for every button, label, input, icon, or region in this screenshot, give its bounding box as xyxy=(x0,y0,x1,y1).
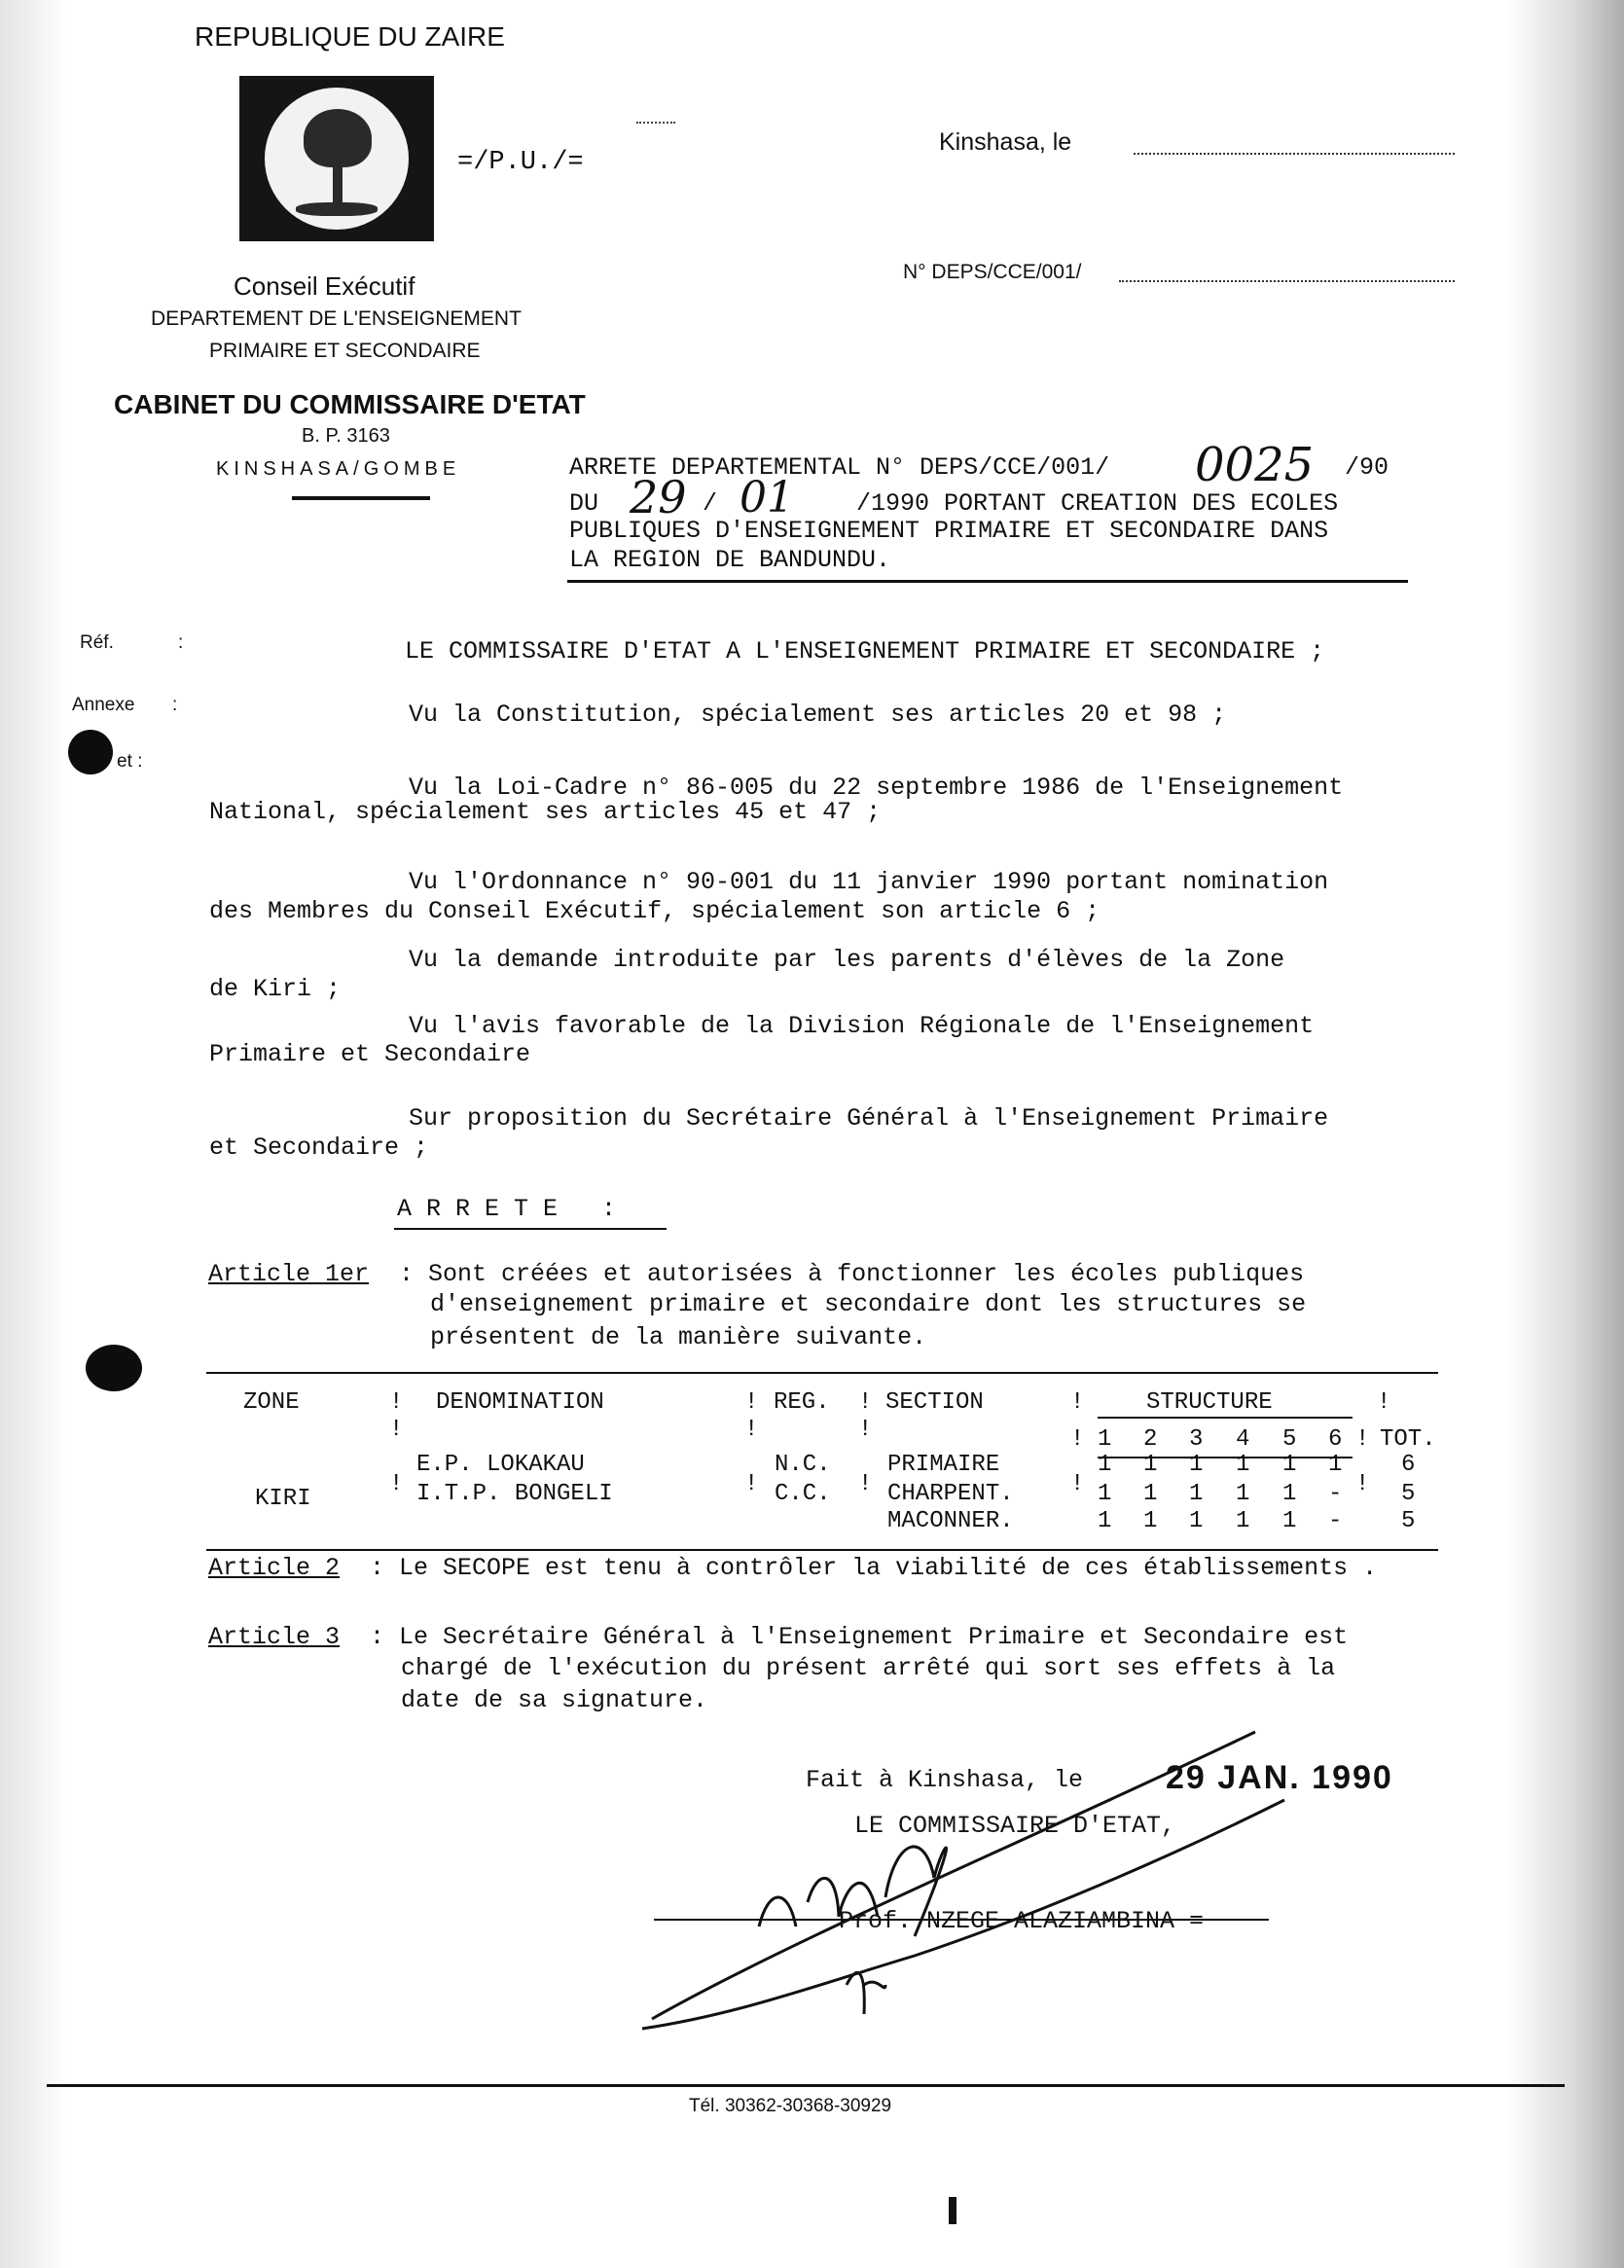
arrete-number-handwritten: 0025 xyxy=(1195,438,1315,492)
scan-shadow-right xyxy=(1507,0,1624,2268)
row2-tot: 5 xyxy=(1401,1481,1416,1507)
row3-structure-4: 1 xyxy=(1236,1508,1250,1534)
margin-ref-colon: : xyxy=(178,632,184,653)
th-tot: TOT. xyxy=(1380,1426,1436,1453)
article-1-line2: d'enseignement primaire et secondaire dont les structures se xyxy=(430,1290,1307,1318)
arrete-title-line1: ARRETE DEPARTEMENTAL N° DEPS/CCE/001/ xyxy=(569,453,1110,482)
footer-rule xyxy=(47,2084,1565,2087)
arrete-title-rule xyxy=(567,580,1408,583)
th-structure: STRUCTURE xyxy=(1146,1389,1273,1416)
scan-shadow-left xyxy=(0,0,68,2268)
row2-structure-2: 1 xyxy=(1143,1481,1158,1507)
row2-denomination: I.T.P. BONGELI xyxy=(416,1481,613,1507)
republic-heading: REPUBLIQUE DU ZAIRE xyxy=(195,21,505,52)
th-sep-5: ! xyxy=(1377,1389,1391,1416)
reference-number-label: N° DEPS/CCE/001/ xyxy=(903,261,1082,283)
arrete-heading: ARRETE : xyxy=(397,1195,632,1223)
row2-structure-4: 1 xyxy=(1236,1481,1250,1507)
th-sep-2b: ! xyxy=(744,1417,759,1443)
sur-proposition-line2: et Secondaire ; xyxy=(209,1134,429,1162)
scan-mark xyxy=(949,2197,956,2224)
row-sep-3: ! xyxy=(858,1471,873,1497)
institution-rule xyxy=(292,496,430,500)
th-sep-3b: ! xyxy=(858,1417,873,1443)
institution-po-box: B. P. 3163 xyxy=(302,425,390,447)
fait-a-kinshasa: Fait à Kinshasa, le xyxy=(806,1766,1084,1794)
arrete-du: DU xyxy=(569,489,599,518)
row-sep-1: ! xyxy=(389,1471,404,1497)
article-3-line1: : Le Secrétaire Général à l'Enseignement Primaire et Secondaire est xyxy=(370,1623,1349,1651)
vu-avis-line1: Vu l'avis favorable de la Division Régionale de l'Enseignement xyxy=(409,1012,1315,1040)
arrete-day-handwritten: 29 xyxy=(630,471,687,523)
row2-structure-3: 1 xyxy=(1189,1481,1204,1507)
vu-constitution: Vu la Constitution, spécialement ses articles 20 et 98 ; xyxy=(409,701,1227,729)
arrete-date-separator: / xyxy=(703,489,718,518)
article-1-line3: présentent de la manière suivante. xyxy=(430,1323,927,1351)
article-2-label: Article 2 xyxy=(208,1554,341,1582)
institution-department: DEPARTEMENT DE L'ENSEIGNEMENT xyxy=(151,307,522,330)
place-date-label: Kinshasa, le xyxy=(939,128,1072,156)
table-top-rule xyxy=(206,1372,1438,1374)
th-structure-col-4: 4 xyxy=(1236,1426,1250,1453)
row3-section: MACONNER. xyxy=(887,1508,1014,1534)
telephone-numbers: Tél. 30362-30368-30929 xyxy=(689,2096,892,2116)
th-sep-1b: ! xyxy=(389,1417,404,1443)
row1-reg: N.C. xyxy=(775,1452,831,1478)
th-sep-2: ! xyxy=(744,1389,759,1416)
row3-tot: 5 xyxy=(1401,1508,1416,1534)
number-dotted-line xyxy=(1119,280,1455,282)
row1-structure-2: 1 xyxy=(1143,1452,1158,1478)
margin-annexe-colon: : xyxy=(172,695,178,715)
date-stamp: 29 JAN. 1990 xyxy=(1166,1759,1393,1796)
vu-loi-cadre-line1: Vu la Loi-Cadre n° 86-005 du 22 septembre 1986 de l'Enseignement xyxy=(409,774,1344,802)
arrete-title-line4: LA REGION DE BANDUNDU. xyxy=(569,546,891,574)
vu-ordonnance-line2: des Membres du Conseil Exécutif, spécialement son article 6 ; xyxy=(209,897,1101,925)
vu-loi-cadre-line2: National, spécialement ses articles 45 et 47 ; xyxy=(209,798,882,826)
arrete-title-line3: PUBLIQUES D'ENSEIGNEMENT PRIMAIRE ET SECONDAIRE DANS xyxy=(569,517,1329,545)
vu-avis-line2: Primaire et Secondaire xyxy=(209,1040,531,1068)
row1-structure-3: 1 xyxy=(1189,1452,1204,1478)
arrete-year-suffix: /90 xyxy=(1345,453,1389,482)
th-denomination: DENOMINATION xyxy=(436,1389,604,1416)
article-3-label: Article 3 xyxy=(208,1623,341,1651)
row2-reg: C.C. xyxy=(775,1481,831,1507)
margin-objet-fragment: et : xyxy=(117,751,143,772)
th-structure-col-1: 1 xyxy=(1098,1426,1112,1453)
row1-structure-5: 1 xyxy=(1282,1452,1297,1478)
row2-structure-6: - xyxy=(1328,1481,1343,1507)
commissaire-title: LE COMMISSAIRE D'ETAT, xyxy=(854,1812,1176,1840)
th-sep-6: ! xyxy=(1070,1426,1085,1453)
header-bottom-rule xyxy=(1098,1457,1353,1458)
institution-city: KINSHASA/GOMBE xyxy=(216,458,461,480)
vu-demande-line2: de Kiri ; xyxy=(209,975,342,1003)
date-dotted-line xyxy=(1134,153,1455,155)
row3-structure-6: - xyxy=(1328,1508,1343,1534)
ink-blot xyxy=(68,730,113,774)
table-bottom-rule xyxy=(206,1549,1438,1551)
handwritten-signature xyxy=(623,1693,1323,2063)
pu-reference: =/P.U./= xyxy=(457,148,584,177)
article-2-text: : Le SECOPE est tenu à contrôler la viabilité de ces établissements . xyxy=(370,1554,1378,1582)
margin-annexe-label: Annexe xyxy=(72,695,135,715)
arrete-month-handwritten: 01 xyxy=(740,473,794,522)
row3-structure-5: 1 xyxy=(1282,1508,1297,1534)
structure-rule xyxy=(1098,1417,1353,1419)
row-sep-2: ! xyxy=(744,1471,759,1497)
margin-ref-label: Réf. xyxy=(80,632,114,653)
article-3-line3: date de sa signature. xyxy=(401,1686,708,1714)
logo-emblem xyxy=(265,88,409,230)
row1-structure-6: 1 xyxy=(1328,1452,1343,1478)
arrete-title-line2: /1990 PORTANT CREATION DES ECOLES xyxy=(856,489,1339,518)
sur-proposition-line1: Sur proposition du Secrétaire Général à l'Enseignement Primaire xyxy=(409,1104,1329,1133)
ink-blot-2 xyxy=(86,1345,142,1391)
row2-section: CHARPENT. xyxy=(887,1481,1014,1507)
row3-structure-2: 1 xyxy=(1143,1508,1158,1534)
th-structure-col-3: 3 xyxy=(1189,1426,1204,1453)
row1-structure-4: 1 xyxy=(1236,1452,1250,1478)
th-structure-col-5: 5 xyxy=(1282,1426,1297,1453)
coat-of-arms-logo xyxy=(239,76,434,241)
th-sep-3: ! xyxy=(858,1389,873,1416)
signatory-name: Prof. NZEGE ALAZIAMBINA = xyxy=(839,1907,1205,1935)
row-sep-5: ! xyxy=(1355,1471,1370,1497)
row1-structure-1: 1 xyxy=(1098,1452,1112,1478)
th-sep-4: ! xyxy=(1070,1389,1085,1416)
institution-council: Conseil Exécutif xyxy=(234,271,415,301)
row3-structure-3: 1 xyxy=(1189,1508,1204,1534)
vu-ordonnance-line1: Vu l'Ordonnance n° 90-001 du 11 janvier 1990 portant nomination xyxy=(409,868,1329,896)
institution-cabinet: CABINET DU COMMISSAIRE D'ETAT xyxy=(114,389,586,419)
article-1-line1: : Sont créées et autorisées à fonctionner les écoles publiques xyxy=(399,1260,1305,1288)
tree-icon xyxy=(304,109,372,167)
th-structure-col-6: 6 xyxy=(1328,1426,1343,1453)
th-sep-1: ! xyxy=(389,1389,404,1416)
row-sep-4: ! xyxy=(1070,1471,1085,1497)
dotted-mark xyxy=(636,122,675,124)
zone-value: KIRI xyxy=(255,1486,311,1512)
vu-demande-line1: Vu la demande introduite par les parents d'élèves de la Zone xyxy=(409,946,1285,974)
row1-section: PRIMAIRE xyxy=(887,1452,1000,1478)
row1-denomination: E.P. LOKAKAU xyxy=(416,1452,585,1478)
th-reg: REG. xyxy=(774,1389,830,1416)
row1-tot: 6 xyxy=(1401,1452,1416,1478)
tree-base-icon xyxy=(296,202,378,216)
th-sep-7: ! xyxy=(1355,1426,1370,1453)
th-section: SECTION xyxy=(885,1389,984,1416)
row2-structure-1: 1 xyxy=(1098,1481,1112,1507)
th-structure-col-2: 2 xyxy=(1143,1426,1158,1453)
row2-structure-5: 1 xyxy=(1282,1481,1297,1507)
article-1-label: Article 1er xyxy=(208,1260,370,1288)
commissaire-heading: LE COMMISSAIRE D'ETAT A L'ENSEIGNEMENT PRIMAIRE ET SECONDAIRE ; xyxy=(405,637,1325,666)
arrete-heading-rule xyxy=(394,1228,667,1230)
institution-level: PRIMAIRE ET SECONDAIRE xyxy=(209,340,481,362)
th-zone: ZONE xyxy=(243,1389,300,1416)
article-3-line2: chargé de l'exécution du présent arrêté qui sort ses effets à la xyxy=(401,1654,1336,1682)
row3-structure-1: 1 xyxy=(1098,1508,1112,1534)
